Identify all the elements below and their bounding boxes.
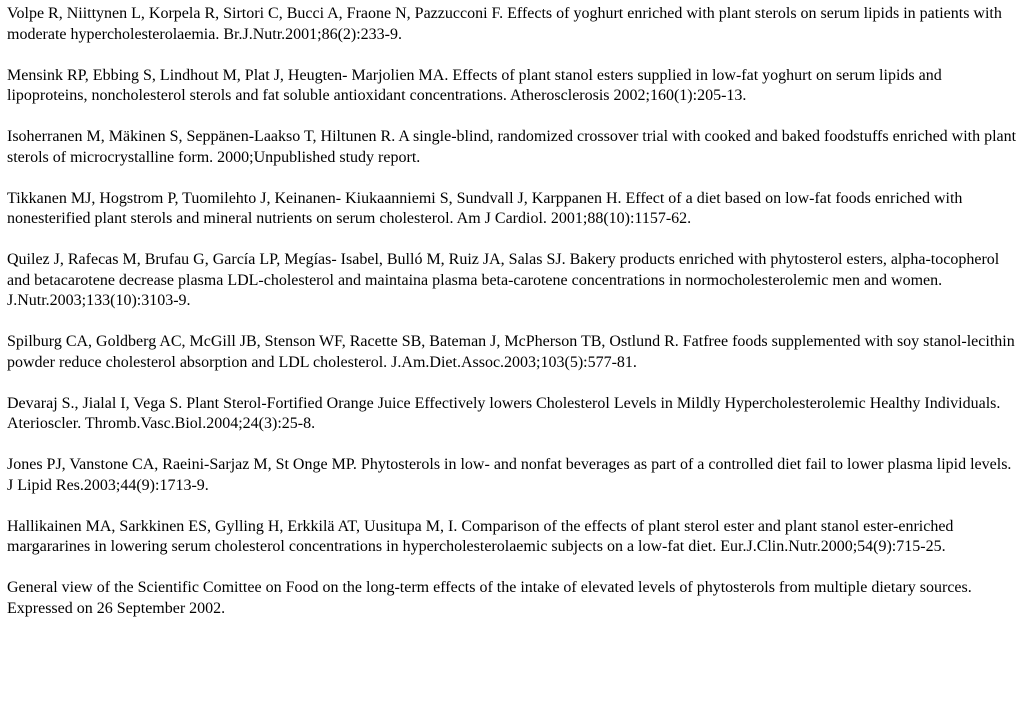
- reference-volpe-2001: Volpe R, Niittynen L, Korpela R, Sirtori C, Bucci A, Fraone N, Pazzucconi F. Effects of yoghurt enriched with plant sterols on serum lipids in patients with moderate hypercholesterolaemia. Br.J.Nutr.2001;86(2):233-9.: [7, 5, 1002, 43]
- reference-devaraj-2004: Devaraj S., Jialal I, Vega S. Plant Sterol-Fortified Orange Juice Effectively lowers Cholesterol Levels in Mildly Hypercholesterolemic Healthy Individuals. Aterioscler. Thromb.Vasc.Biol.2004;24(3):25-8.: [7, 394, 1001, 432]
- reference-quilez-2003: Quilez J, Rafecas M, Brufau G, García LP, Megías- Isabel, Bulló M, Ruiz JA, Salas SJ. Bakery products enriched with phytosterol esters, alpha-tocopherol and betacarotene decrease plasma LDL-cholesterol and maintaina plasma beta-carotene concentrations in normocholesterolemic men and women. J.Nutr.2003;133(10):3103-9.: [7, 251, 1000, 309]
- reference-mensink-2002: Mensink RP, Ebbing S, Lindhout M, Plat J, Heugten- Marjolien MA. Effects of plant stanol esters supplied in low-fat yoghurt on serum lipids and lipoproteins, noncholesterol sterols and fat soluble antioxidant concentrations. Atherosclerosis 2002;160(1):205-13.: [7, 66, 942, 104]
- reference-spilburg-2003: Spilburg CA, Goldberg AC, McGill JB, Stenson WF, Racette SB, Bateman J, McPherson TB, Ostlund R. Fatfree foods supplemented with soy stanol-lecithin powder reduce cholesterol absorption and LDL cholesterol. J.Am.Diet.Assoc.2003;103(5):577-81.: [7, 333, 1015, 371]
- reference-scf-2002: General view of the Scientific Comittee on Food on the long-term effects of the intake of elevated levels of phytosterols from multiple dietary sources. Expressed on 26 September 2002.: [7, 579, 972, 617]
- reference-isoherranen-2000: Isoherranen M, Mäkinen S, Seppänen-Laakso T, Hiltunen R. A single-blind, randomized crossover trial with cooked and baked foodstuffs enriched with plant sterols of microcrystalline form. 2000;Unpublished study report.: [7, 128, 1017, 166]
- reference-jones-2003: Jones PJ, Vanstone CA, Raeini-Sarjaz M, St Onge MP. Phytosterols in low- and nonfat beverages as part of a controlled diet fail to lower plasma lipid levels. J Lipid Res.2003;44(9):1713-9.: [7, 456, 1012, 494]
- reference-hallikainen-2000: Hallikainen MA, Sarkkinen ES, Gylling H, Erkkilä AT, Uusitupa M, I. Comparison of the effects of plant sterol ester and plant stanol ester-enriched margararines in lowering serum cholesterol concentrations in hypercholesterolaemic subjects on a low-fat diet. Eur.J.Clin.Nutr.2000;54(9):715-25.: [7, 517, 954, 555]
- reference-tikkanen-2001: Tikkanen MJ, Hogstrom P, Tuomilehto J, Keinanen- Kiukaanniemi S, Sundvall J, Karppanen H. Effect of a diet based on low-fat foods enriched with nonesterified plant sterols and mineral nutrients on serum cholesterol. Am J Cardiol. 2001;88(10):1157-62.: [7, 189, 963, 227]
